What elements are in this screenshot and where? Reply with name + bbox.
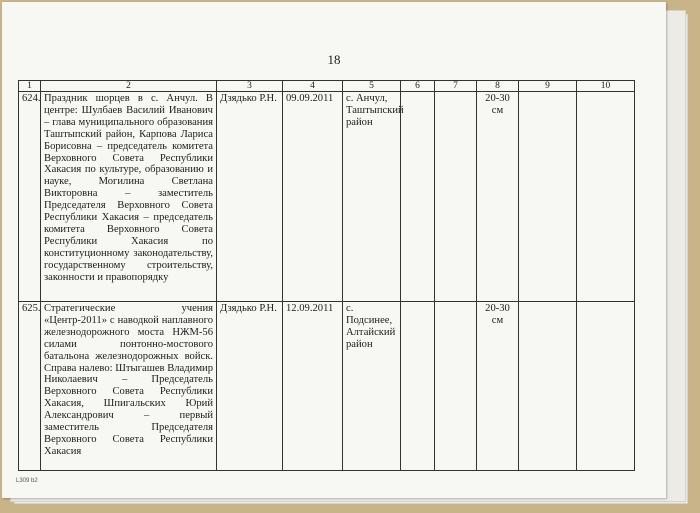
entry-author: Дзядько Р.Н. [217,92,283,302]
column-header: 3 [217,81,283,92]
page-number: 18 [327,52,341,67]
entry-number: 624. [19,92,41,302]
column-header: 2 [41,81,217,92]
column-header: 1 [19,81,41,92]
empty-cell [519,302,577,471]
column-header-row [19,81,635,92]
empty-cell [401,92,435,302]
empty-cell [401,302,435,471]
entry-description: Праздник шорцев в с. Анчул. В центре: Шулбаев Василий Иванович – глава муниципального образования Таштыпский район, Карпова Лариса Борисовна – председатель комитета Верховного Совета Республики Хакасия по культуре, образованию и науке, Могилина Светлана Викторовна – заместитель Председателя Верховного Совета Республики Хакасия – председатель комитета Верховного Совета Республики Хакасия по конституционному законодательству, государственному строительству, законности и правопорядку [41,92,217,302]
empty-cell [435,92,477,302]
column-header: 4 [283,81,343,92]
column-header: 10 [577,81,635,92]
table-row [19,92,635,302]
column-header: 8 [477,81,519,92]
empty-cell [577,92,635,302]
entry-date: 09.09.2011 [283,92,343,302]
entry-place: с. Анчул, Таштыпский район [343,92,401,302]
column-header: 6 [401,81,435,92]
column-header: 9 [519,81,577,92]
column-header: 7 [435,81,477,92]
empty-cell [519,92,577,302]
empty-cell [577,302,635,471]
table-row [19,302,635,471]
entry-author: Дзядько Р.Н. [217,302,283,471]
entry-date: 12.09.2011 [283,302,343,471]
print-stamp: L309 b2 [16,478,38,484]
document-page [2,2,666,498]
empty-cell [435,302,477,471]
register-table [18,80,635,471]
entry-number: 625. [19,302,41,471]
column-header: 5 [343,81,401,92]
entry-place: с. Подсинее, Алтайский район [343,302,401,471]
entry-size: 20-30 см [477,302,519,471]
entry-description: Стратегические учения «Центр-2011» с наводкой наплавного железнодорожного моста НЖМ-56 силами понтонно-мостового батальона железнодорожных войск. Справа налево: Штыгашев Владимир Николаевич – Председатель Верховного Совета Республики Хакасия, Шпигальских Юрий Александрович – первый заместитель Председателя Верховного Совета Республики Хакасия [41,302,217,471]
entry-size: 20-30 см [477,92,519,302]
